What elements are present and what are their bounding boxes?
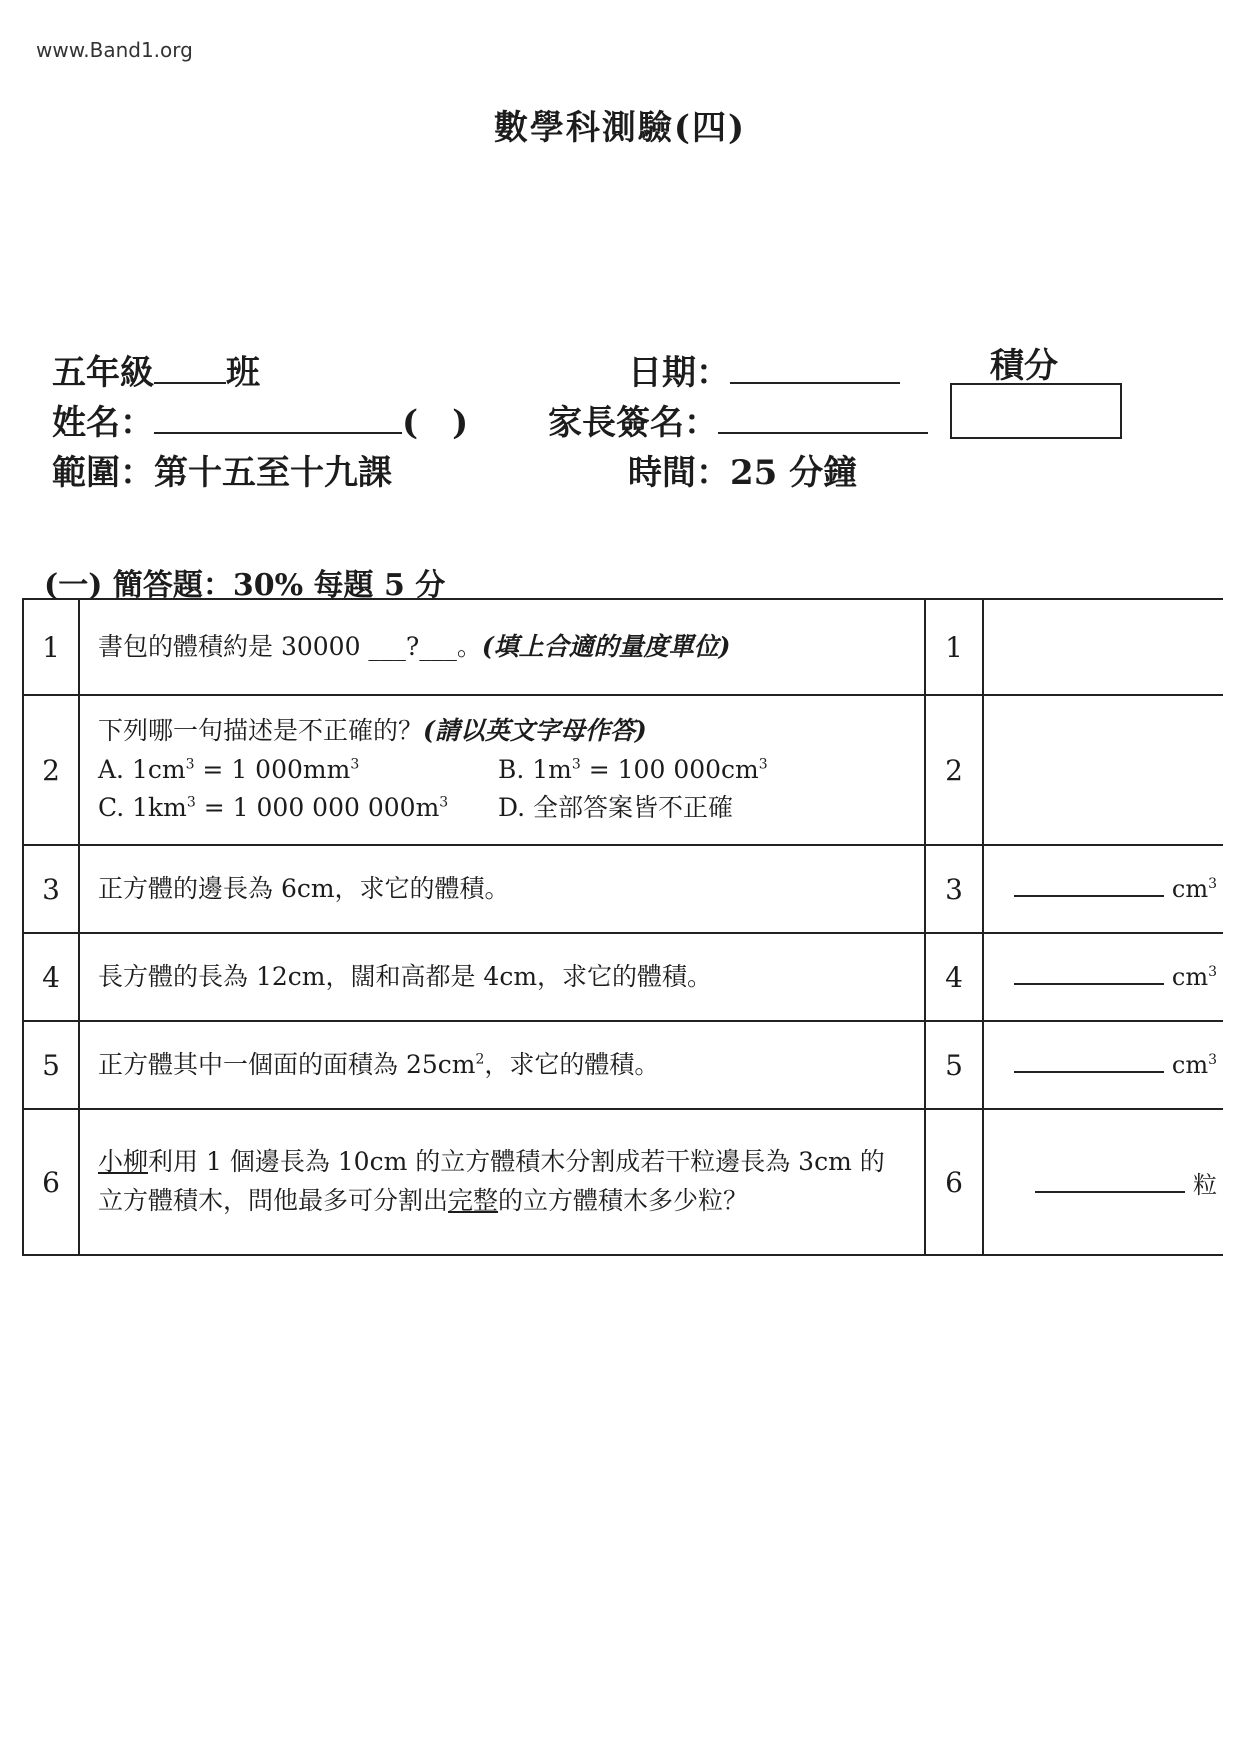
date-blank[interactable] (730, 381, 900, 384)
question-main: 下列哪一句描述是不正確的？ (98, 715, 424, 745)
answer-unit: cm (1171, 963, 1209, 991)
answer-unit: 粒 (1193, 1170, 1217, 1199)
question-text (79, 695, 925, 845)
option-b: B. $1m^3 = 100$ $000cm^3$ (498, 754, 768, 784)
question-number: 2 (23, 695, 79, 845)
unit-exponent: 3 (1208, 876, 1217, 892)
question-row-6 (23, 1109, 1223, 1255)
answer-number: 5 (925, 1021, 983, 1109)
person-name: 小柳 (98, 1147, 149, 1177)
answer-unit: cm (1171, 1051, 1209, 1079)
option-a: A. $1cm^3 = 1$ $000mm^3$ (98, 754, 360, 784)
answer-line[interactable] (1014, 983, 1164, 985)
option-d: D. 全部答案皆不正確 (498, 793, 734, 823)
answer-cell[interactable] (983, 695, 1223, 845)
question-number: 4 (23, 933, 79, 1021)
answer-line[interactable] (1035, 1191, 1185, 1193)
question-number: 5 (23, 1021, 79, 1109)
answer-number: 3 (925, 845, 983, 933)
question-text: 小柳利用 1 個邊長為 10cm 的立方體積木分割成若干粒邊長為 3cm 的立方體積木，問他最多可分割出完整的立方體積木多少粒？ (79, 1109, 925, 1255)
question-instruction: (填上合適的量度單位) (481, 631, 731, 661)
score-box[interactable] (950, 383, 1122, 439)
question-number: 1 (23, 599, 79, 695)
option-c: C. $1km^3 = 1$ 000 000 $000m^3$ (98, 793, 449, 823)
question-row-1 (23, 599, 1223, 695)
options-grid (98, 751, 906, 829)
answer-cell[interactable] (983, 845, 1223, 933)
question-number: 3 (23, 845, 79, 933)
question-text: 長方體的長為 12cm，闊和高都是 4cm，求它的體積。 (79, 933, 925, 1021)
question-row-4 (23, 933, 1223, 1021)
time-text: 時間：25 分鐘 (628, 453, 858, 493)
parent-sign-blank[interactable] (718, 431, 928, 434)
date-label: 日期： (628, 353, 730, 393)
question-text: 正方體的邊長為 6cm，求它的體積。 (79, 845, 925, 933)
parent-sign-row (548, 395, 928, 444)
page-title: 數學科測驗(四) (493, 108, 747, 148)
answer-number: 1 (925, 599, 983, 695)
range-text: 範圍：第十五至十九課 (52, 453, 392, 493)
question-main: 書包的體積約是 30000 ___?___。 (98, 631, 482, 661)
question-row-2 (23, 695, 1223, 845)
unit-exponent: 3 (1208, 1052, 1217, 1068)
answer-number: 2 (925, 695, 983, 845)
answer-cell[interactable] (983, 599, 1223, 695)
question-row-3 (23, 845, 1223, 933)
answer-cell[interactable] (983, 1021, 1223, 1109)
question-table (22, 598, 1223, 1256)
grade-row (52, 345, 260, 394)
answer-number: 6 (925, 1109, 983, 1255)
class-number-paren: ( ) (402, 403, 469, 443)
answer-cell[interactable] (983, 1109, 1223, 1255)
question-number: 6 (23, 1109, 79, 1255)
answer-number: 4 (925, 933, 983, 1021)
date-row (628, 345, 900, 394)
question-text (79, 599, 925, 695)
name-blank[interactable] (154, 431, 402, 434)
unit-exponent: 3 (1208, 964, 1217, 980)
name-row (52, 395, 468, 444)
grade-suffix: 班 (226, 353, 260, 393)
parent-sign-label: 家長簽名： (548, 403, 718, 443)
watermark: www.Band1.org (36, 38, 193, 62)
score-label: 積分 (990, 346, 1058, 386)
answer-line[interactable] (1014, 895, 1164, 897)
class-blank[interactable] (154, 381, 226, 384)
answer-line[interactable] (1014, 1071, 1164, 1073)
answer-cell[interactable] (983, 933, 1223, 1021)
question-row-5 (23, 1021, 1223, 1109)
section-title: (一) 簡答題：30% 每題 5 分 (44, 568, 446, 603)
question-instruction: (請以英文字母作答) (423, 715, 647, 745)
name-label: 姓名： (52, 403, 154, 443)
grade-prefix: 五年級 (52, 353, 154, 393)
question-text: 正方體其中一個面的面積為 $25cm^2$，求它的體積。 (79, 1021, 925, 1109)
answer-unit: cm (1171, 875, 1209, 903)
emphasis-word: 完整 (448, 1186, 499, 1215)
